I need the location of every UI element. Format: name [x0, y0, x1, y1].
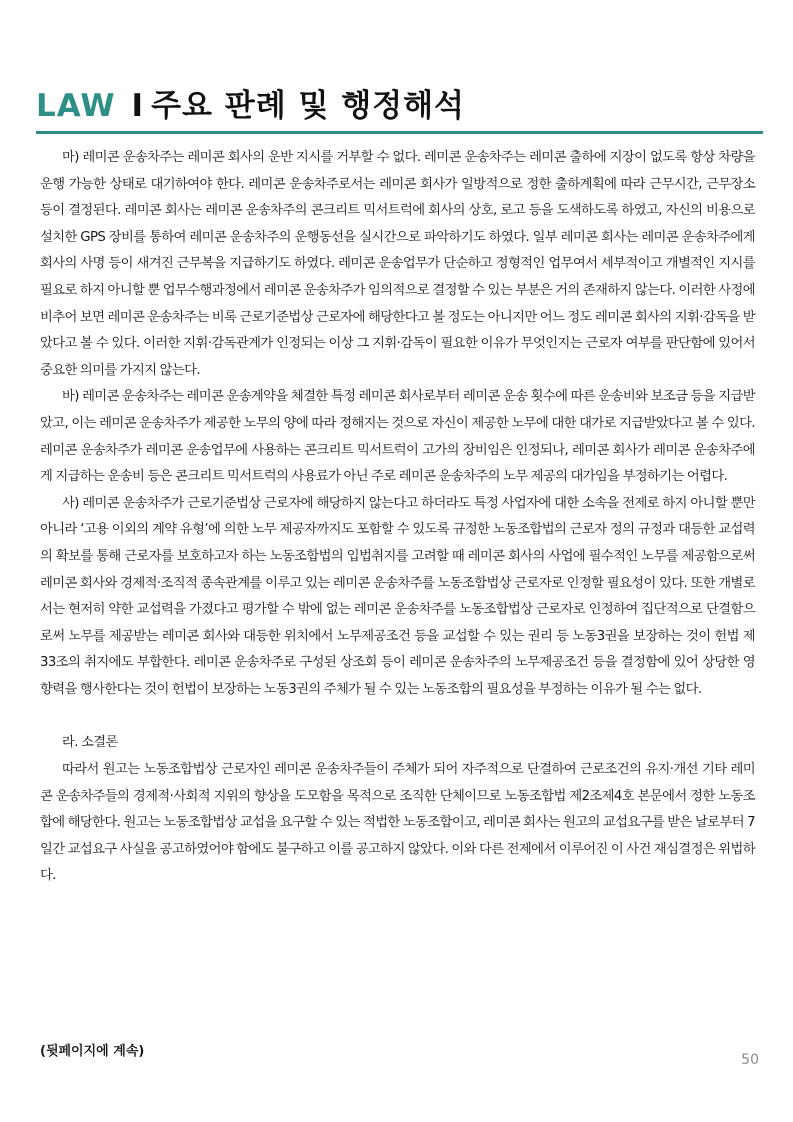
page-title: 주요 판례 및 행정해석 — [151, 88, 465, 124]
paragraph-ba: 바) 레미콘 운송차주는 레미콘 운송계약을 체결한 특정 레미콘 회사로부터 레미콘 운송 횟수에 따른 운송비와 보조금 등을 지급받았고, 이는 레미콘 운송차주가 제공한 노무의 양에 따라 정해지는 것으로 자신이 제공한 노무에 대한 대가로 지급받았다고 볼 수 있다. 레미콘 운송차주가 레미콘 운송업무에 사용하는 콘크리트 믹서트럭이 고가의 장비임은 인정되나, 레미콘 회사가 레미콘 운송차주에게 지급하는 운송비 등은 콘크리트 믹서트럭의 사용료가 아닌 주로 레미콘 운송차주의 노무 제공의 대가임을 부정하기는 어렵다. — [40, 389, 755, 485]
paragraph-sa: 사) 레미콘 운송차주가 근로기준법상 근로자에 해당하지 않는다고 하더라도 특정 사업자에 대한 소속을 전제로 하지 아니할 뿐만 아니라 ‘고용 이외의 계약 유형’에 의한 노무 제공자까지도 포함할 수 있도록 규정한 노동조합법의 근로자 정의 규정과 대등한 교섭력의 확보를 통해 근로자를 보호하고자 하는 노동조합법의 입법취지를 고려할 때 레미콘 회사의 사업에 필수적인 노무를 제공함으로써 레미콘 회사와 경제적·조직적 종속관계를 이루고 있는 레미콘 운송차주를 노동조합법상 근로자로 인정할 필요성이 있다. 또한 개별로서는 현저히 약한 교섭력을 가졌다고 평가할 수 밖에 없는 레미콘 운송차주를 노동조합법상 근로자로 인정하여 집단적으로 단결함으로써 노무를 제공받는 레미콘 회사와 대등한 위치에서 노무제공조건 등을 교섭할 수 있는 권리 등 노동3권을 보장하는 것이 헌법 제33조의 취지에도 부합한다. 레미콘 운송차주로 구성된 상조회 등이 레미콘 운송차주의 노무제공조건 등을 결정함에 있어 상당한 영향력을 행사한다는 것이 헌법이 보장하는 노동3권의 주체가 될 수 있는 노동조합의 필요성을 부정하는 이유가 될 수는 없다. — [40, 495, 755, 697]
paragraph-ma: 마) 레미콘 운송차주는 레미콘 회사의 운반 지시를 거부할 수 없다. 레미콘 운송차주는 레미콘 출하에 지장이 없도록 항상 차량을 운행 가능한 상태로 대기하여야 한다. 레미콘 운송차주로서는 레미콘 회사가 일방적으로 정한 출하계획에 따라 근무시간, 근무장소 등이 결정된다. 레미콘 회사는 레미콘 운송차주의 콘크리트 믹서트럭에 회사의 상호, 로고 등을 도색하도록 하였고, 자신의 비용으로 설치한 GPS 장비를 통하여 레미콘 운송차주의 운행동선을 실시간으로 파악하기도 하였다. 일부 레미콘 회사는 레미콘 운송차주에게 회사의 사명 등이 새겨진 근무복을 지급하기도 하였다. 레미콘 운송업무가 단순하고 정형적인 업무여서 세부적이고 개별적인 지시를 필요로 하지 아니할 뿐 업무수행과정에서 레미콘 운송차주가 임의적으로 결정할 수 있는 부분은 거의 존재하지 않는다. 이러한 사정에 비추어 보면 레미콘 운송차주는 비록 근로기준법상 근로자에 해당한다고 볼 정도는 아니지만 어느 정도 레미콘 회사의 지휘·감독을 받았다고 볼 수 있다. 이러한 지휘·감독관계가 인정되는 이상 그 지휘·감독이 필요한 이유가 무엇인지는 근로자 여부를 판단함에 있어서 중요한 의미를 가지지 않는다. — [40, 150, 755, 378]
page-number: 50 — [741, 1052, 759, 1068]
paragraph-gap — [40, 703, 755, 730]
header-separator: I — [131, 88, 144, 124]
page-header — [36, 86, 763, 126]
document-body — [40, 145, 755, 890]
header-title — [36, 86, 763, 126]
paragraph-conclusion: 따라서 원고는 노동조합법상 근로자인 레미콘 운송차주들이 주체가 되어 자주적으로 단결하여 근로조건의 유지·개선 기타 레미콘 운송차주들의 경제적·사회적 지위의 향상을 도모함을 목적으로 조직한 단체이므로 노동조합법 제2조제4호 본문에서 정한 노동조합에 해당한다. 원고는 노동조합법상 교섭을 요구할 수 있는 적법한 노동조합이고, 레미콘 회사는 원고의 교섭요구를 받은 날로부터 7일간 교섭요구 사실을 공고하였어야 함에도 불구하고 이를 공고하지 않았다. 이와 다른 전제에서 이루어진 이 사건 재심결정은 위법하다. — [40, 762, 755, 884]
header-rule — [36, 131, 763, 134]
section-subheading: 라. 소결론 — [62, 735, 118, 751]
continue-note: (뒷페이지에 계속) — [40, 1044, 145, 1059]
section-label: LAW — [36, 88, 116, 124]
